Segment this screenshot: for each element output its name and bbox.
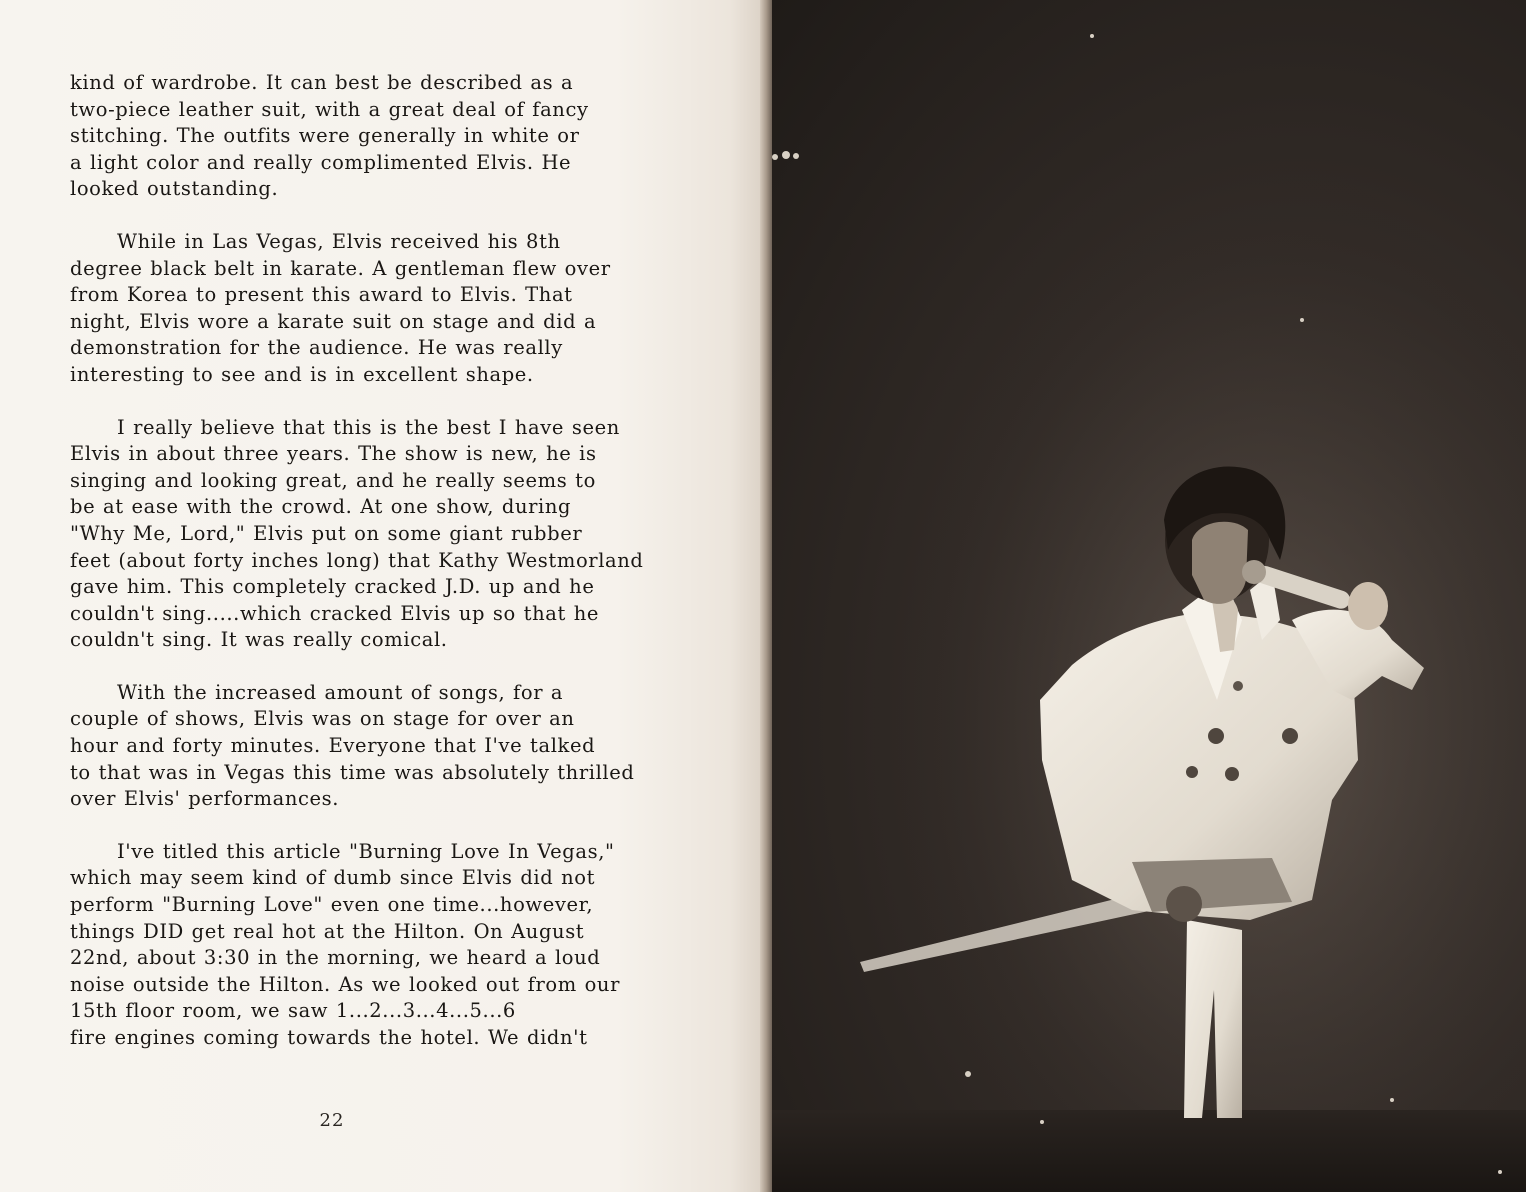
text-line: I really believe that this is the best I have seen [117,415,620,439]
text-line: looked outstanding. [70,177,279,201]
paragraph-5 [70,839,720,1052]
text-line: which may seem kind of dumb since Elvis did not [70,866,596,890]
paragraph-4 [70,680,720,813]
text-line: night, Elvis wore a karate suit on stage and did a [70,309,597,333]
text-line: gave him. This completely cracked J.D. up and he [70,575,595,599]
text-line: singing and looking great, and he really seems to [70,468,596,492]
article-text [70,70,720,1078]
text-line: two-piece leather suit, with a great deal of fancy [70,97,589,121]
text-line: demonstration for the audience. He was really [70,336,563,360]
text-line: I've titled this article "Burning Love In Vegas," [117,839,615,863]
text-line: fire engines coming towards the hotel. We didn't [70,1026,588,1049]
paragraph-2 [70,229,720,389]
concert-photo [772,0,1526,1192]
page-number: 22 [319,1110,345,1131]
text-line: While in Las Vegas, Elvis received his 8th [117,229,561,253]
text-line: a light color and really complimented Elvis. He [70,150,572,174]
stage-floor [772,1110,1526,1192]
text-line: kind of wardrobe. It can best be described as a [70,71,574,94]
text-line: 22nd, about 3:30 in the morning, we heard a loud [70,946,601,970]
text-line: couldn't sing.....which cracked Elvis up so that he [70,601,600,625]
text-line: from Korea to present this award to Elvis. That [70,283,573,307]
paragraph-1 [70,70,720,203]
text-line: 15th floor room, we saw 1...2...3...4...5...6 [70,999,516,1023]
text-line: over Elvis' performances. [70,787,340,811]
text-line: "Why Me, Lord," Elvis put on some giant rubber [70,521,583,545]
text-line: hour and forty minutes. Everyone that I've talked [70,734,596,758]
text-line: stitching. The outfits were generally in white or [70,124,580,148]
text-line: couldn't sing. It was really comical. [70,628,448,652]
paragraph-3 [70,415,720,654]
text-line: to that was in Vegas this time was absolutely thrilled [70,760,635,784]
stage-light-glow [772,0,1526,1192]
text-line: noise outside the Hilton. As we looked out from our [70,972,621,996]
text-line: With the increased amount of songs, for a [117,680,564,704]
text-line: things DID get real hot at the Hilton. On August [70,919,585,943]
text-line: feet (about forty inches long) that Kathy Westmorland [70,548,644,572]
text-line: interesting to see and is in excellent shape. [70,362,534,386]
text-line: be at ease with the crowd. At one show, during [70,495,572,519]
right-page-photo [772,0,1526,1192]
text-line: couple of shows, Elvis was on stage for over an [70,707,575,731]
text-line: Elvis in about three years. The show is new, he is [70,442,597,466]
text-line: perform "Burning Love" even one time...however, [70,893,594,917]
text-line: degree black belt in karate. A gentleman flew over [70,256,611,280]
